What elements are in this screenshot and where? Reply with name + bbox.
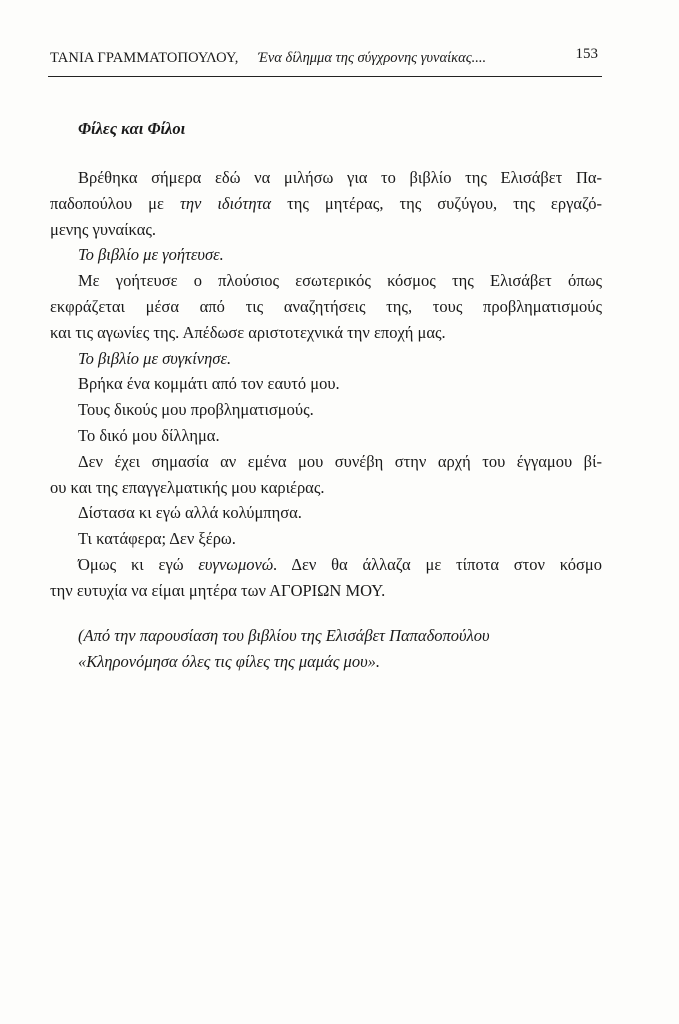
page-number: 153 <box>575 46 598 62</box>
citation-line: (Από την παρουσίαση του βιβλίου της Ελισάβετ Παπαδοπούλου <box>78 626 490 645</box>
text-run: Δεν θα άλλαζα με τίποτα στον κόσμο <box>277 554 603 574</box>
paragraph-line <box>50 191 602 217</box>
paragraph-line: Βρήκα ένα κομμάτι από τον εαυτό μου. <box>78 374 340 394</box>
body-text <box>50 165 602 604</box>
paragraph-line: την ευτυχία να είμαι μητέρα των ΑΓΟΡΙΩΝ ΜΟΥ. <box>50 580 386 600</box>
text-run: παδοπούλου με <box>50 193 180 213</box>
emphasis-text: την ιδιότητα <box>179 193 272 213</box>
paragraph-line: Τους δικούς μου προβληματισμούς. <box>78 400 314 420</box>
paragraph-line <box>50 552 602 578</box>
header-book-title: Ένα δίλημμα της σύγχρονης γυναίκας.... <box>258 50 487 66</box>
text-run: Όμως κι εγώ <box>78 554 199 574</box>
paragraph-line: Με γοήτευσε ο πλούσιος εσωτερικός κόσμος της Ελισάβετ όπως <box>78 271 602 291</box>
paragraph-line: Το βιβλίο με γοήτευσε. <box>78 245 224 265</box>
paragraph-line: εκφράζεται μέσα από τις αναζητήσεις της, τους προβληματισμούς <box>50 296 602 316</box>
citation-line: «Κληρονόμησα όλες τις φίλες της μαμάς μου». <box>78 651 381 671</box>
paragraph-line: Δεν έχει σημασία αν εμένα μου συνέβη στην αρχή του έγγαμου βί- <box>78 451 602 471</box>
header-author: ΤΑΝΙΑ ΓΡΑΜΜΑΤΟΠΟΥΛΟΥ, <box>50 50 239 66</box>
header-rule <box>48 76 602 77</box>
paragraph-line: μενης γυναίκας. <box>50 219 157 239</box>
paragraph-line: Δίστασα κι εγώ αλλά κολύμπησα. <box>78 503 302 523</box>
paragraph-line: ου και της επαγγελματικής μου καριέρας. <box>50 477 325 497</box>
paragraph-line: και τις αγωνίες της. Απέδωσε αριστοτεχνικά την εποχή μας. <box>50 322 446 342</box>
text-run: της μητέρας, της συζύγου, της εργαζό- <box>271 193 602 213</box>
emphasis-text: ευγνωμονώ. <box>198 554 278 574</box>
section-heading: Φίλες και Φίλοι <box>78 119 186 138</box>
running-header <box>50 46 600 76</box>
paragraph-line: Το δικό μου δίλλημα. <box>78 425 220 445</box>
paragraph-line: Το βιβλίο με συγκίνησε. <box>78 348 232 368</box>
paragraph-line: Τι κατάφερα; Δεν ξέρω. <box>78 529 236 549</box>
source-citation <box>78 623 602 675</box>
paragraph-line: Βρέθηκα σήμερα εδώ να μιλήσω για το βιβλίο της Ελισάβετ Πα- <box>78 168 602 187</box>
